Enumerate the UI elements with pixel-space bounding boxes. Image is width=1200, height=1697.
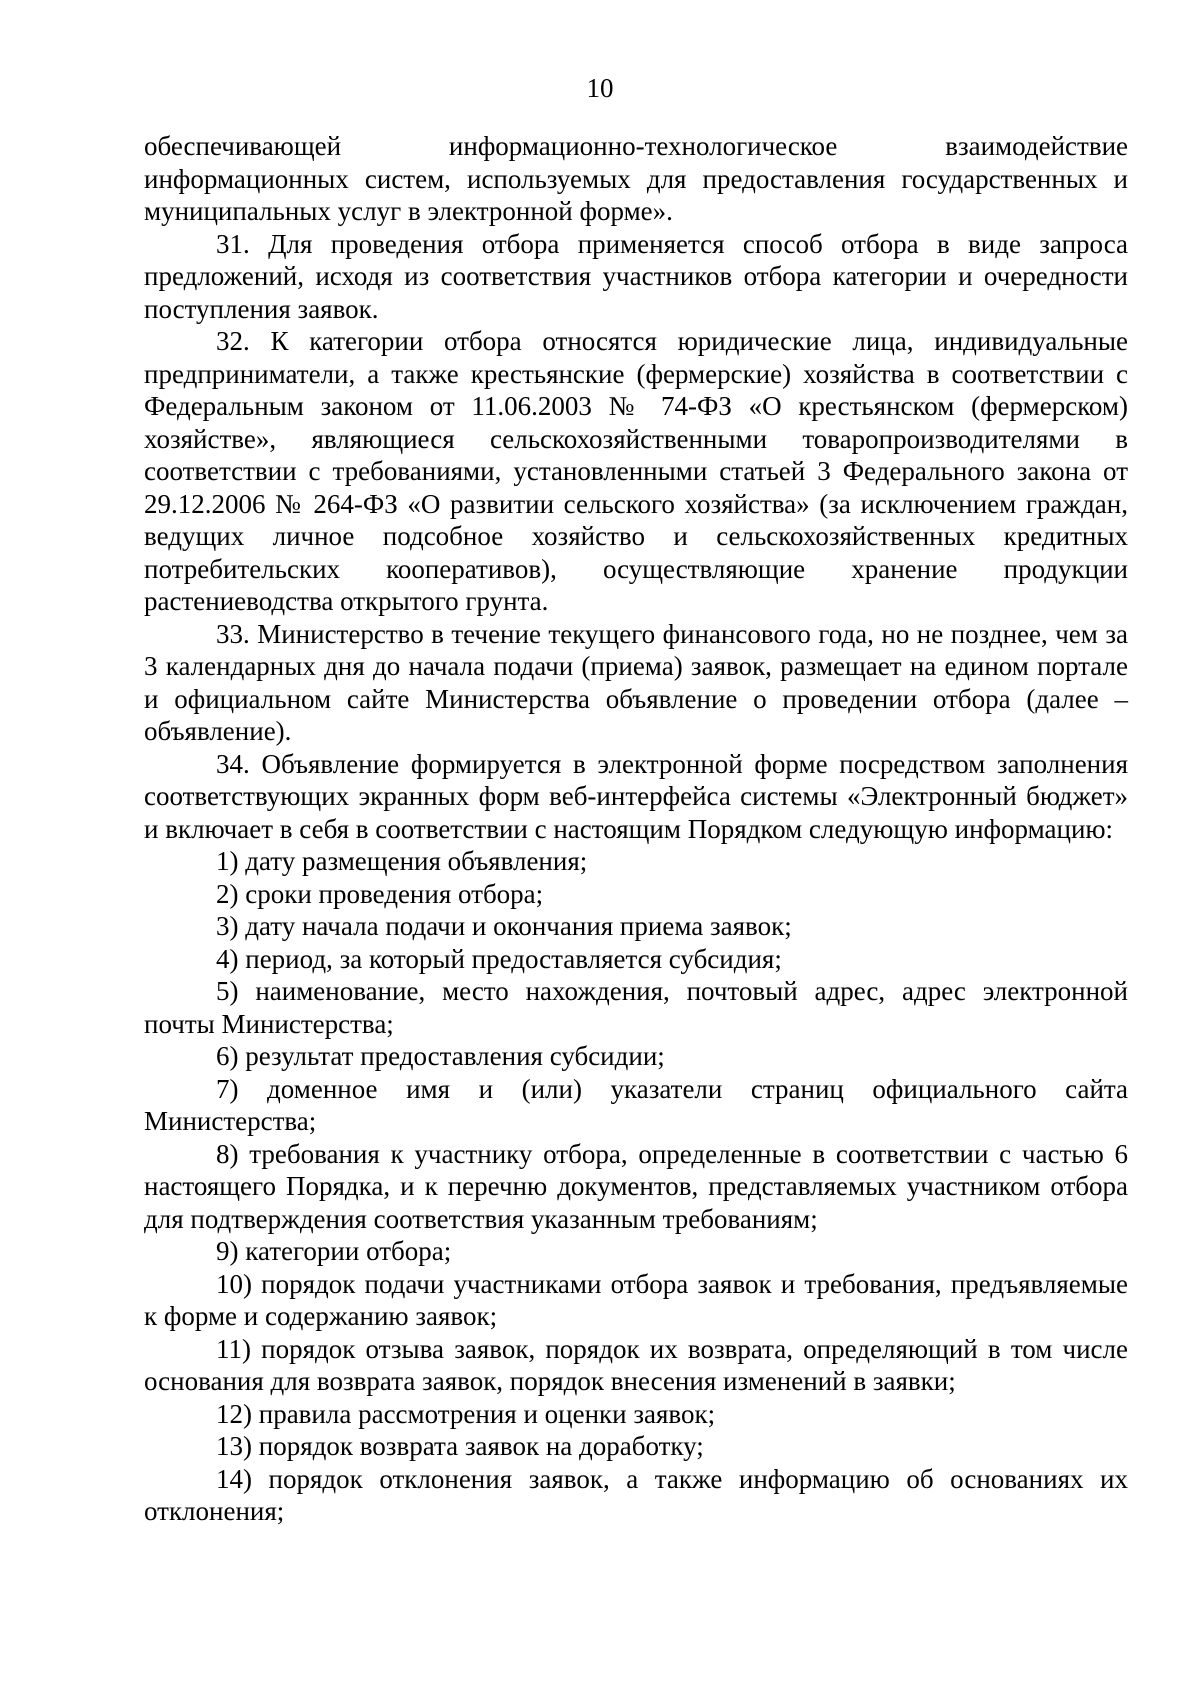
list-item-4: 4) период, за который предоставляется субсидия; [216, 943, 782, 974]
list-item-13: 13) порядок возврата заявок на доработку; [216, 1431, 704, 1461]
list-item-3: 3) дату начала подачи и окончания приема заявок; [216, 911, 792, 941]
paragraph-34: 34. Объявление формируется в электронной форме посредством заполнения соответствующих экранных форм веб-интерфейса системы «Электронный бюджет» и включает в себя в соответствии с настоящим Порядком следующую информацию: [144, 748, 1128, 844]
list-item-9: 9) категории отбора; [216, 1236, 452, 1266]
list-item-14: 14) порядок отклонения заявок, а также информацию об основаниях их отклонения; [144, 1463, 1128, 1526]
list-item-11: 11) порядок отзыва заявок, порядок их возврата, определяющий в том числе основания для возврата заявок, порядок внесения изменений в заявки; [144, 1333, 1128, 1396]
page-number: 10 [586, 73, 614, 103]
list-item-1: 1) дату размещения объявления; [216, 846, 588, 876]
paragraph-33: 33. Министерство в течение текущего финансового года, но не позднее, чем за 3 календарных дня до начала подачи (приема) заявок, размещает на едином портале и официальном сайте Министерства объявление о проведении отбора (далее – объявление). [144, 618, 1128, 746]
list-item-8: 8) требования к участнику отбора, определенные в соответствии с частью 6 настоящего Порядка, и к перечню документов, представляемых участником отбора для подтверждения соответствия указанным требованиям; [144, 1138, 1128, 1234]
list-item-7: 7) доменное имя и (или) указатели страниц официального сайта Министерства; [144, 1073, 1128, 1136]
paragraph-32: 32. К категории отбора относятся юридические лица, индивидуальные предприниматели, а также крестьянские (фермерские) хозяйства в соответствии с Федеральным законом от 11.06.2003 № 74-ФЗ «О крестьянском (фермерском) хозяйстве», являющиеся сельскохозяйственными товаропроизводителями в соответствии с требованиями, установленными статьей 3 Федерального закона от 29.12.2006 № 264-ФЗ «О развитии сельского хозяйства» (за исключением граждан, ведущих личное подсобное хозяйство и сельскохозяйственных кредитных потребительских кооперативов), осуществляющие хранение продукции растениеводства открытого грунта. [144, 326, 1128, 616]
list-item-5: 5) наименование, место нахождения, почтовый адрес, адрес электронной почты Министерства; [144, 976, 1128, 1039]
paragraph-continuation: обеспечивающей информационно-технологическое взаимодействие информационных систем, используемых для предоставления государственных и муниципальных услуг в электронной форме». [144, 131, 1128, 226]
document-body [144, 130, 1128, 1528]
list-item-10: 10) порядок подачи участниками отбора заявок и требования, предъявляемые к форме и содержанию заявок; [144, 1268, 1128, 1331]
paragraph-31: 31. Для проведения отбора применяется способ отбора в виде запроса предложений, исходя из соответствия участников отбора категории и очередности поступления заявок. [144, 228, 1128, 324]
list-item-2: 2) сроки проведения отбора; [216, 878, 544, 909]
list-item-12: 12) правила рассмотрения и оценки заявок; [216, 1398, 716, 1429]
list-item-6: 6) результат предоставления субсидии; [216, 1041, 665, 1071]
